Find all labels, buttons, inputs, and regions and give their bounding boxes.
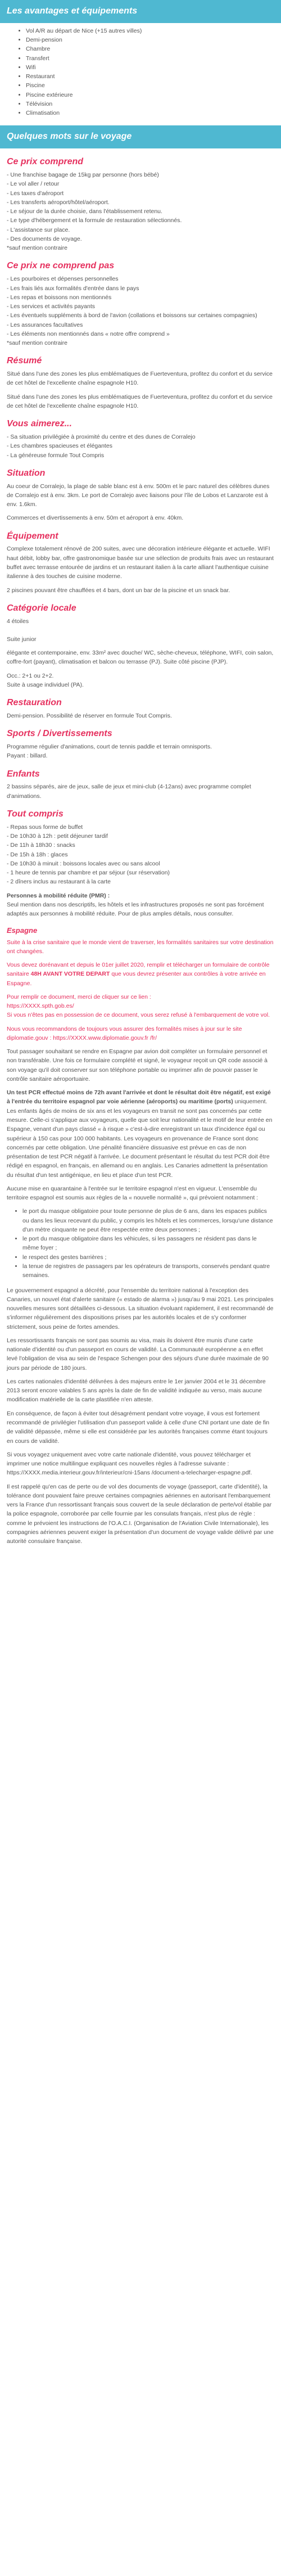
excluded-line: - Les éventuels suppléments à bord de l'avion (collations et boissons sur certaines compagnies)	[7, 312, 257, 319]
spain-pcr-paragraph	[7, 1088, 274, 1180]
summary-paragraph: Situé dans l'une des zones les plus emblématiques de Fuerteventura, profitez du confort et du service de cet hôtel de l'excellente chaîne espagnole H10.	[7, 393, 273, 409]
trip-title: Quelques mots sur le voyage	[7, 132, 132, 142]
spain-paragraph: Il est rappelé qu'en cas de perte ou de vol des documents de voyage (passeport, carte d'identité), la tolérance dont pouvaient faire preuve certaines compagnies aériennes en autorisant l'embarquement vers la France d'un ressortissant français sous couvert de la seule déclaration de perte/vol établie par la police espagnole, corroborée par celle fournie par les consulats français, n'est plus de règle : comme le prévoient les instructions de l'O.A.C.I. (Organisation de l'Aviation Civile Internationale), les compagnies aériennes peuvent exiger la présentation d'un document de voyage valide délivré par une autorité consulaire française.	[7, 1483, 274, 1545]
excluded-line: - Les assurances facultatives	[7, 321, 83, 328]
equipment-paragraph: Complexe totalement rénové de 200 suites, avec une décoration intérieure élégante et actuelle. WIFI haut débit, lobby bar, offre gastronomique basée sur une sélection de produits frais avec un restaurant buffet avec terrasse entourée de jardins et un restaurant italien à la carte alliant l'authentique cuisine italienne à des touches de cuisine moderne.	[7, 545, 274, 580]
spain-rule-item: • le respect des gestes barrières ;	[22, 1253, 274, 1262]
room-occupancy	[7, 671, 274, 690]
children-paragraph: 2 bassins séparés, aire de jeux, salle de jeux et mini-club (4-12ans) avec programme complet d'animations.	[7, 783, 251, 800]
allinclusive-heading: Tout compris	[7, 809, 64, 819]
room-occupancy-line: Suite à usage individuel (PA).	[7, 681, 84, 688]
advantages-title: Les avantages et équipements	[7, 6, 138, 16]
aware-list	[7, 432, 274, 460]
excluded-line: - Les services et activités payants	[7, 303, 95, 310]
advantage-item: • Piscine extérieure	[26, 91, 274, 100]
included-line: - Les taxes d'aéroport	[7, 190, 64, 197]
advantage-item: • Restaurant	[26, 72, 274, 81]
spain-rule-item: • le port du masque obligatoire dans les véhicules, si les passagers ne résident pas dans le même foyer ;	[22, 1234, 274, 1253]
trip-section	[0, 155, 281, 1546]
spacer	[7, 630, 274, 635]
advantage-item: • Demi-pension	[26, 35, 274, 44]
spain-red-emphasis: 48H AVANT VOTRE DEPART	[30, 971, 110, 978]
advantages-banner	[0, 0, 281, 23]
allinclusive-list	[7, 823, 274, 887]
advantage-item: • Chambre	[26, 44, 274, 53]
situation-heading: Situation	[7, 468, 46, 478]
allinclusive-line: - De 11h à 18h30 : snacks	[7, 842, 75, 849]
advantage-item: • Climatisation	[26, 109, 274, 118]
room-type: Suite junior	[7, 635, 37, 643]
room-occupancy-line: Occ.: 2+1 ou 2+2.	[7, 672, 54, 679]
advantages-section	[0, 26, 281, 118]
spain-paragraph: Aucune mise en quarantaine à l'entrée sur le territoire espagnol n'est en vigueur. L'ensemble du territoire espagnol est soumis aux règles de la « nouvelle normalité », qui prévoient notamment :	[7, 1185, 259, 1202]
pmr-heading: Personnes à mobilité réduite (PMR) :	[7, 892, 110, 899]
spain-paragraph: Le gouvernement espagnol a décrété, pour l'ensemble du territoire national à l'exception des Canaries, un nouvel état d'alerte sanitaire (« estado de alarma ») jusqu'au 9 mai 2021. Les principales nouvelles mesures sont détaillées ci-dessous. La situation évoluant rapidement, il est recommandé de s'informer régulièrement des dispositions prises par les autorités locales et de s'y conformer strictement, sous peine de fortes amendes.	[7, 1287, 274, 1330]
allinclusive-line: - De 10h30 à 12h : petit déjeuner tardif	[7, 832, 108, 840]
children-heading: Enfants	[7, 769, 40, 779]
restauration-heading: Restauration	[7, 698, 62, 708]
spain-rule-item: • la tenue de registres de passagers par les opérateurs de transports, conservés pendant quatre semaines.	[22, 1262, 274, 1280]
advantage-item: • Transfert	[26, 54, 274, 63]
included-line: - Le séjour de la durée choisie, dans l'établissement retenu.	[7, 208, 162, 215]
excluded-line: *sauf mention contraire	[7, 340, 67, 347]
allinclusive-line: - De 15h à 18h : glaces	[7, 851, 68, 858]
allinclusive-line: - Repas sous forme de buffet	[7, 823, 83, 831]
advantage-item: • Vol A/R au départ de Nice (+15 autres villes)	[26, 26, 274, 35]
aware-line: - Les chambres spacieuses et élégantes	[7, 443, 112, 450]
spain-red-text: Vous devez dorénavant et depuis le 01er juillet 2020, remplir et télécharger un formulaire de contrôle sanitaire	[7, 962, 270, 978]
included-line: - Le vol aller / retour	[7, 181, 60, 188]
summary-heading: Résumé	[7, 356, 42, 366]
spain-pcr-emphasis: Un test PCR effectué moins de 72h avant l'arrivée et dont le résultat doit être négatif, est exigé à l'entrée du territoire espagnol par voie aérienne (aéroports) ou maritime (ports)	[7, 1089, 271, 1106]
spain-paragraph: Les cartes nationales d'identité délivrées à des majeurs entre le 1er janvier 2004 et le 31 décembre 2013 seront encore valables 5 ans après la date de fin de validité indiquée au verso, mais aucune modification matérielle de la carte plastifiée n'en atteste.	[7, 1378, 266, 1404]
aware-line: - La généreuse formule Tout Compris	[7, 452, 105, 459]
included-line: - Le type d'hébergement et la formule de restauration sélectionnés.	[7, 217, 182, 224]
aware-heading: Vous aimerez...	[7, 419, 72, 429]
excluded-line: - Les frais liés aux formalités d'entrée dans le pays	[7, 285, 139, 292]
spain-form-link[interactable]: https://XXXX.spth.gob.es/	[7, 1003, 74, 1010]
pmr-paragraph: Seul mention dans nos descriptifs, les hôtels et les infrastructures proposés ne sont pas forcément adaptés aux personnes à mobilité réduite. Pour de plus amples détails, nous consulter.	[7, 901, 264, 918]
spain-rules-list	[7, 1207, 274, 1280]
included-line: - Une franchise bagage de 15kg par personne (hors bébé)	[7, 172, 159, 179]
sports-line: Programme régulier d'animations, court de tennis paddle et terrain omnisports.	[7, 743, 212, 751]
excluded-list	[7, 274, 274, 348]
trip-banner	[0, 125, 281, 148]
category-value: 4 étoiles	[7, 617, 29, 625]
advantage-item: • Télévision	[26, 100, 274, 109]
included-list	[7, 170, 274, 252]
excluded-line: - Les éléments non mentionnés dans « notre offre comprend »	[7, 330, 170, 337]
included-line: *sauf mention contraire	[7, 245, 67, 252]
spain-red-paragraph	[7, 960, 274, 988]
room-description: élégante et contemporaine, env. 33m² avec douche/ WC, sèche-cheveux, téléphone, WIFI, coin salon, coffre-fort (payant), climatisation et balcon ou terrasse (PJ). Suite côté piscine (PJP).	[7, 649, 274, 666]
summary-paragraph: Situé dans l'une des zones les plus emblématiques de Fuerteventura, profitez du confort et du service de cet hôtel de l'excellente chaîne espagnole H10.	[7, 371, 273, 387]
allinclusive-line: - De 10h30 à minuit : boissons locales avec ou sans alcool	[7, 860, 160, 867]
allinclusive-line: - 2 dîners inclus au restaurant à la carte	[7, 878, 111, 886]
spain-red-line: Pour remplir ce document, merci de cliquer sur ce lien :	[7, 993, 151, 1000]
spain-paragraph: En conséquence, de façon à éviter tout désagrément pendant votre voyage, il vous est fortement recommandé de privilégier l'utilisation d'un passeport valide à celle d'une CNI portant une date de fin de validité dépassée, même si elle est considérée par les autorités françaises comme étant toujours en cours de validité.	[7, 1410, 270, 1445]
excluded-heading: Ce prix ne comprend pas	[7, 261, 115, 271]
spain-pcr-text: uniquement. Les enfants âgés de moins de six ans et les voyageurs en transit ne sont pas concernés par cette mesure. Celle-ci s'applique aux voyageurs, quelle que soit leur nationalité et le motif de leur entrée en Espagne, venant d'un pays classé « à risque » c'est-à-dire enregistrant un taux d'incidence égal ou supérieur à 150 cas pour 100 000 habitants. Les voyageurs en provenance de France sont donc concernés par cette obligation. Une pénalité financière dissuasive est prévue en cas de non présentation de test PCR négatif à l'arrivée. Le document présentant le résultat du test PCR doit être rédigé en espagnol, en français, en allemand ou en anglais. Les Canaries admettent la présentation du résultat d'un test antigénique, en lieu et place d'un test PCR.	[7, 1098, 273, 1179]
spain-red-text: que vous devrez présenter aux contrôles à votre arrivée en Espagne.	[7, 971, 266, 987]
included-heading: Ce prix comprend	[7, 157, 84, 167]
equipment-heading: Équipement	[7, 531, 58, 541]
advantage-item: • Piscine	[26, 81, 274, 90]
spain-heading: Espagne	[7, 926, 38, 935]
advantages-list	[7, 26, 274, 118]
spain-paragraph: Les ressortissants français ne sont pas soumis au visa, mais ils doivent être munis d'une carte nationale d'identité ou d'un passeport en cours de validité. La Communauté européenne a en effet levé l'obligation de visa au sein de l'espace Schengen pour des séjours d'une durée maximale de 90 jours par période de 180 jours.	[7, 1337, 269, 1372]
spain-red-paragraph: Si vous n'êtes pas en possession de ce document, vous serez refusé à l'embarquement de votre vol.	[7, 1012, 270, 1019]
advantage-item: • Wifi	[26, 63, 274, 72]
spain-paragraph: Si vous voyagez uniquement avec votre carte nationale d'identité, vous pouvez télécharger et imprimer une notice multilingue expliquant ces nouvelles règles à l'adresse suivante : https://XXXX.media.interieur.gouv.fr/interieur/cni-15ans /document-a-telecharger-espagne.pdf.	[7, 1451, 252, 1477]
included-line: - Les transferts aéroport/hôtel/aéroport.	[7, 198, 110, 206]
aware-line: - Sa situation privilégiée à proximité du centre et des dunes de Corralejo	[7, 434, 196, 441]
included-line: - Des documents de voyage.	[7, 235, 82, 242]
restauration-paragraph: Demi-pension. Possibilité de réserver en formule Tout Compris.	[7, 712, 172, 719]
equipment-paragraph: 2 piscines pouvant être chauffées et 4 bars, dont un bar de la piscine et un snack bar.	[7, 587, 230, 594]
situation-paragraph: Commerces et divertissements à env. 50m et aéroport à env. 40km.	[7, 515, 184, 522]
spain-diplomatie-paragraph: Nous vous recommandons de toujours vous assurer des formalités mises à jour sur le site diplomatie.gouv : https://XXXX.www.diplomatie.gouv.fr /fr/	[7, 1025, 242, 1041]
allinclusive-line: - 1 heure de tennis par chambre et par séjour (sur réservation)	[7, 869, 170, 877]
excluded-line: - Les repas et boissons non mentionnés	[7, 294, 112, 301]
excluded-line: - Les pourboires et dépenses personnelles	[7, 276, 119, 283]
spain-red-paragraph: Suite à la crise sanitaire que le monde vient de traverser, les formalités sanitaires sur votre destination ont changées.	[7, 939, 274, 955]
spain-paragraph: Tout passager souhaitant se rendre en Espagne par avion doit compléter un formulaire personnel et non transférable. Une fois ce formulaire complété et signé, le voyageur reçoit un QR code associé à son voyage qu'il doit conserver sur son téléphone portable ou imprimer afin de pouvoir passer le contrôle sanitaire aéroportuaire.	[7, 1048, 268, 1082]
category-heading: Catégorie locale	[7, 603, 76, 613]
spacer	[7, 887, 274, 891]
sports-lines	[7, 742, 274, 761]
sports-line: Payant : billard.	[7, 752, 48, 760]
sports-heading: Sports / Divertissements	[7, 729, 112, 739]
included-line: - L'assistance sur place.	[7, 226, 70, 233]
situation-paragraph: Au coeur de Corralejo, la plage de sable blanc est à env. 500m et le parc naturel des célèbres dunes de Corralejo est à env. 3km. Le port de Corralejo avec liaisons pour l'île de Lobos et Lanzarote est à env. 1.6km.	[7, 482, 270, 508]
spain-rule-item: • le port du masque obligatoire pour toute personne de plus de 6 ans, dans les espaces publics ou dans les lieux recevant du public, y compris les hôtels et les commerces, lorsqu'une distance d'un mètre cinquante ne peut être respectée entre deux personnes ;	[22, 1207, 274, 1234]
